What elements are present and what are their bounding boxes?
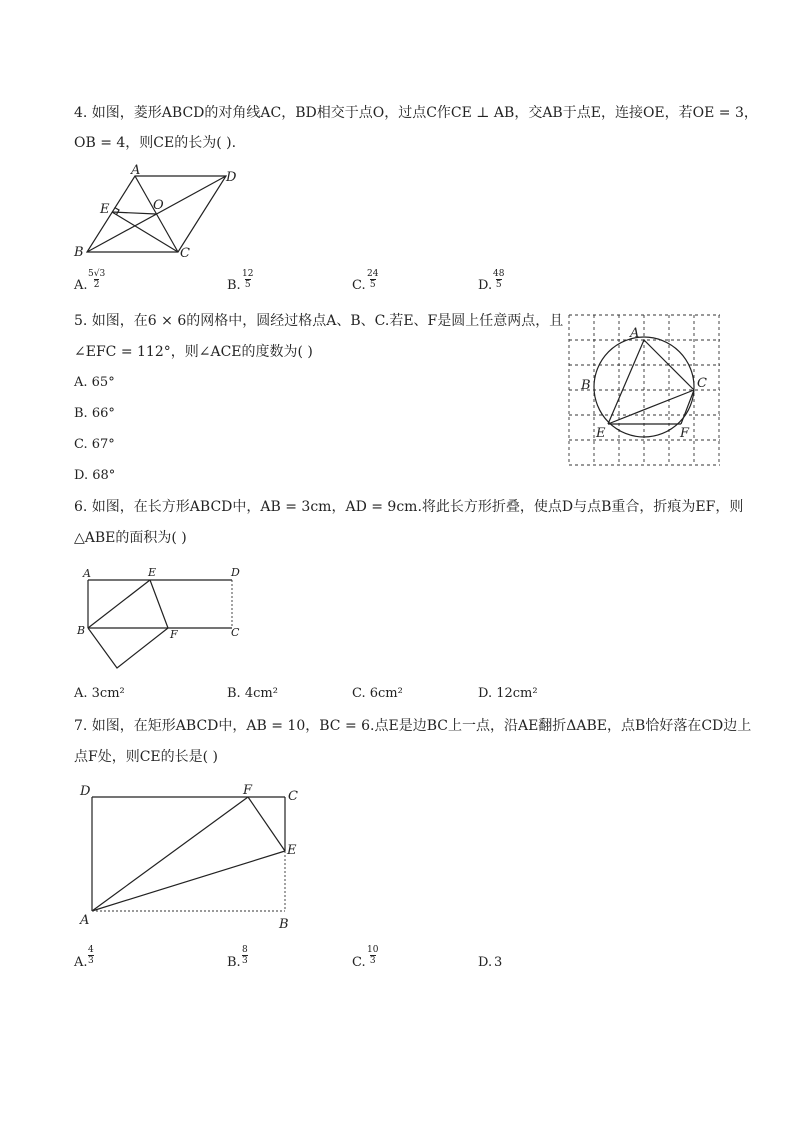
q4-option-c-den: 5 bbox=[369, 280, 376, 291]
q4-option-a-den: 2 bbox=[93, 280, 100, 291]
q5-text-line1: 5. 如图，在6 × 6的网格中，圆经过格点A、B、C.若E、F是圆上任意两点，且 bbox=[74, 313, 564, 329]
q6-label-f: F bbox=[170, 628, 178, 641]
q4-text-line1: 4. 如图，菱形ABCD的对角线AC，BD相交于点O，过点C作CE ⊥ AB，交AB于点E，连接OE，若OE = 3， bbox=[74, 105, 758, 121]
q6-text-line1: 6. 如图，在长方形ABCD中，AB = 3cm，AD = 9cm.将此长方形折叠，使点D与点B重合，折痕为EF，则 bbox=[74, 499, 744, 515]
q4-label-d: D bbox=[226, 170, 237, 185]
q4-label-a: A bbox=[131, 163, 141, 178]
q5-label-c: C bbox=[697, 376, 707, 391]
q7-option-c-num: 10 bbox=[367, 945, 379, 955]
q4-label-b: B bbox=[74, 245, 84, 260]
q4-option-b-letter: B. bbox=[227, 278, 241, 293]
q5-text-line2: ∠EFC = 112°，则∠ACE的度数为( ) bbox=[74, 344, 313, 360]
q6-label-b: B bbox=[77, 624, 86, 637]
q7-label-b: B bbox=[279, 917, 289, 932]
q4-option-a-num: 5√3 bbox=[88, 269, 106, 279]
q4-label-o: O bbox=[153, 198, 164, 213]
q7-option-a-num: 4 bbox=[88, 945, 94, 955]
q7-label-f: F bbox=[243, 783, 253, 798]
q4-label-e: E bbox=[100, 202, 110, 217]
q7-option-a-fraction bbox=[88, 946, 94, 967]
q7-label-a: A bbox=[80, 913, 90, 928]
q7-option-b-num: 8 bbox=[242, 945, 248, 955]
q7-text-line2: 点F处，则CE的长是( ) bbox=[74, 749, 219, 765]
q5-option-b: B. 66° bbox=[74, 406, 115, 421]
q6-option-c: C. 6cm² bbox=[352, 686, 403, 701]
q7-option-d-value: 3 bbox=[494, 955, 503, 970]
q4-option-b-num: 12 bbox=[242, 269, 254, 279]
q7-option-c-fraction bbox=[367, 946, 378, 967]
q5-option-c: C. 67° bbox=[74, 437, 115, 452]
q4-label-c: C bbox=[180, 246, 190, 261]
q7-label-e: E bbox=[287, 843, 297, 858]
q7-text-line1: 7. 如图，在矩形ABCD中，AB = 10，BC = 6.点E是边BC上一点，沿AE翻折ΔABE，点B恰好落在CD边上 bbox=[74, 718, 752, 734]
q7-segment-af bbox=[92, 797, 248, 911]
q4-option-d-den: 5 bbox=[495, 280, 502, 291]
q6-label-c: C bbox=[231, 626, 240, 639]
q4-option-d-num: 48 bbox=[493, 269, 505, 279]
q7-option-a-den: 3 bbox=[88, 956, 94, 967]
q7-option-a-letter: A. bbox=[74, 955, 88, 970]
q4-option-b-den: 5 bbox=[244, 280, 251, 291]
q7-option-c-den: 3 bbox=[369, 956, 376, 967]
q7-label-d: D bbox=[80, 784, 91, 799]
q7-segment-ae bbox=[92, 851, 285, 911]
q7-option-b-fraction bbox=[242, 946, 248, 967]
q5-option-a: A. 65° bbox=[74, 375, 115, 390]
q6-label-e: E bbox=[148, 566, 157, 579]
q7-option-d-letter: D. bbox=[478, 955, 493, 970]
q5-label-e: E bbox=[596, 426, 606, 441]
q7-option-b-letter: B. bbox=[227, 955, 241, 970]
q4-option-c-num: 24 bbox=[367, 269, 379, 279]
q5-label-a: A bbox=[630, 326, 640, 341]
q6-option-d: D. 12cm² bbox=[478, 686, 538, 701]
q4-option-c-letter: C. bbox=[352, 278, 366, 293]
q5-label-f: F bbox=[680, 426, 690, 441]
q4-option-d-letter: D. bbox=[478, 278, 493, 293]
q6-option-b: B. 4cm² bbox=[227, 686, 278, 701]
q6-label-d: D bbox=[231, 566, 240, 579]
q7-option-b-den: 3 bbox=[242, 956, 248, 967]
q4-option-a-letter: A. bbox=[74, 278, 88, 293]
q6-label-a: A bbox=[83, 567, 91, 580]
q4-text-line2: OB = 4，则CE的长为( ). bbox=[74, 135, 237, 151]
q7-option-c-letter: C. bbox=[352, 955, 366, 970]
q7-label-c: C bbox=[288, 789, 298, 804]
q5-option-d: D. 68° bbox=[74, 468, 116, 483]
q6-option-a: A. 3cm² bbox=[74, 686, 125, 701]
q7-segment-fe bbox=[248, 797, 285, 851]
q6-text-line2: △ABE的面积为( ) bbox=[74, 530, 187, 546]
q5-label-b: B bbox=[581, 378, 591, 393]
